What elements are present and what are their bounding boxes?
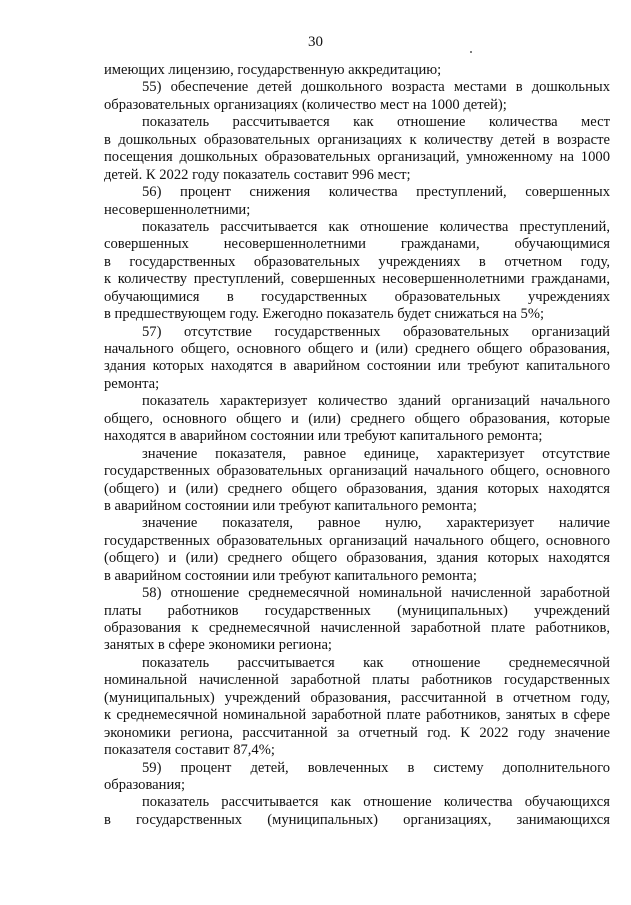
- text-line: показатель характеризует количество зданий организаций начального: [142, 393, 610, 410]
- text-line: 57) отсутствие государственных образовательных организаций: [142, 323, 610, 340]
- text-line: образования к среднемесячной начисленной заработной плате работников,: [104, 620, 610, 636]
- document-body: [104, 62, 610, 829]
- text-line: образования;: [104, 776, 186, 793]
- text-line: несовершеннолетними;: [104, 201, 251, 218]
- text-line: ремонта;: [104, 375, 160, 392]
- text-line: в предшествующем году. Ежегодно показатель будет снижаться на 5%;: [104, 306, 545, 323]
- scan-dot-mark: [470, 51, 472, 53]
- text-line: к количеству преступлений, совершенных несовершеннолетними гражданами,: [104, 271, 610, 288]
- text-line: (общего) и (или) среднего общего образования, здания которых находятся: [104, 550, 610, 567]
- text-line: в государственных образовательных учреждениях в отчетном году,: [104, 253, 610, 270]
- text-line: (муниципальных) учреждений образования, рассчитанной в отчетном году,: [104, 689, 610, 706]
- text-line: в государственных (муниципальных) организациях, занимающихся: [104, 811, 610, 828]
- text-line: к среднемесячной номинальной заработной плате работников, занятых в сфере: [104, 707, 610, 724]
- text-line: детей. К 2022 году показатель составит 996 мест;: [104, 166, 411, 183]
- text-line: номинальной начисленной заработной платы работников государственных: [104, 672, 610, 689]
- text-line: совершенных несовершеннолетними гражданами, обучающимися: [104, 236, 610, 253]
- text-line: 58) отношение среднемесячной номинальной начисленной заработной: [142, 585, 610, 602]
- text-line: показатель рассчитывается как отношение количества обучающихся: [142, 794, 610, 811]
- text-line: обучающимися в государственных образовательных учреждениях: [104, 288, 610, 305]
- text-line: (общего) и (или) среднего общего образования, здания которых находятся: [104, 480, 610, 497]
- text-line: посещения дошкольных образовательных организаций, умноженному на 1000: [104, 149, 610, 166]
- text-line: государственных образовательных организаций начального общего, основного: [104, 532, 610, 549]
- text-line: 55) обеспечение детей дошкольного возраста местами в дошкольных: [142, 79, 610, 96]
- text-line: 56) процент снижения количества преступлений, совершенных: [142, 184, 610, 201]
- text-line: общего, основного общего и (или) среднего общего образования, которые: [104, 410, 610, 427]
- text-line: имеющих лицензию, государственную аккредитацию;: [104, 62, 442, 78]
- text-line: здания которых находятся в аварийном состоянии или требуют капитального: [104, 358, 610, 375]
- text-line: значение показателя, равное нулю, характеризует наличие: [142, 515, 610, 532]
- text-line: государственных образовательных организаций начального общего, основного: [104, 463, 610, 480]
- text-line: в аварийном состоянии или требуют капитального ремонта;: [104, 497, 477, 514]
- text-line: образовательных организациях (количество мест на 1000 детей);: [104, 96, 507, 113]
- text-line: занятых в сфере экономики региона;: [104, 637, 332, 654]
- page-number: 30: [308, 34, 323, 50]
- text-line: в аварийном состоянии или требуют капитального ремонта;: [104, 567, 477, 584]
- text-line: в дошкольных образовательных организациях к количеству детей в возрасте: [104, 131, 610, 148]
- text-line: находятся в аварийном состоянии или требуют капитального ремонта;: [104, 428, 543, 445]
- text-line: платы работников государственных (муниципальных) учреждений: [104, 602, 610, 619]
- text-line: показатель рассчитывается как отношение среднемесячной: [142, 654, 610, 671]
- text-line: показателя составит 87,4%;: [104, 742, 275, 759]
- text-line: 59) процент детей, вовлеченных в систему дополнительного: [142, 759, 610, 776]
- text-line: показатель рассчитывается как отношение количества преступлений,: [142, 218, 610, 235]
- text-line: начального общего, основного общего и (или) среднего общего образования,: [104, 341, 610, 357]
- text-line: показатель рассчитывается как отношение количества мест: [142, 114, 610, 131]
- text-line: значение показателя, равное единице, характеризует отсутствие: [142, 445, 610, 462]
- text-line: экономики региона, рассчитанной за отчетный год. К 2022 году значение: [104, 724, 610, 741]
